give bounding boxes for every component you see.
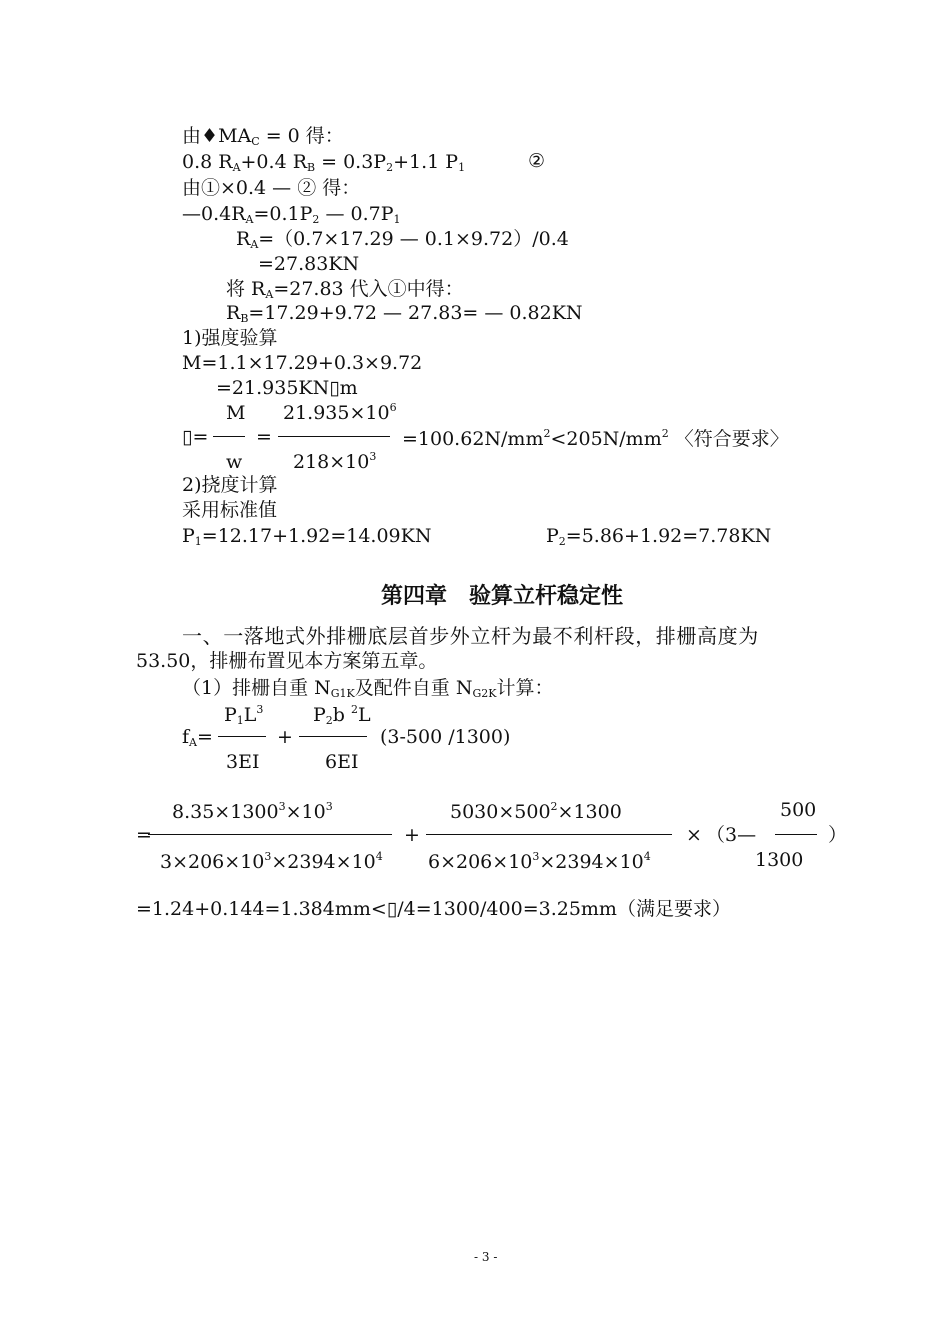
moment-line-2: 0.8 $R_A+0.4$ $R_B = 0.3P_2+1.1$ $P_1$ — [182, 151, 466, 174]
deflection-subtitle: 采用标准值 — [182, 499, 278, 521]
fraction-bar — [775, 834, 817, 835]
strength-moment-line: M=1.1×17.29+0.3×9.72 — [182, 352, 423, 374]
final-result: =1.24+0.144=1.384mm<▯/4=1300/400=3.25mm（满足要求） — [136, 898, 731, 920]
stress-lhs: ▯= — [182, 426, 209, 448]
stress-numerator-value: $21.935\times 10^6$ — [283, 401, 397, 424]
moment-line-1: 由$♦MA_C = 0$ 得： — [182, 125, 344, 148]
fraction-bar — [213, 436, 245, 437]
fa-numerator-2: $P_2b$ $^2$L — [313, 703, 371, 727]
deflection-p1: $P_1=12.17+1.92=14.09KN$ — [182, 525, 432, 548]
fa-plus: + — [277, 726, 293, 748]
fraction-bar — [299, 736, 367, 737]
deflection-title: 2)挠度计算 — [182, 474, 278, 496]
stress-equals: = — [256, 426, 272, 448]
num-plus: + — [404, 824, 420, 846]
chapter-item-1: （1）排栅自重 $N_{G1K}$及配件自重 $N_{G2K}$计算： — [182, 677, 554, 700]
num-paren-open: （3— — [706, 824, 757, 846]
num-numerator-1: $8.35\times 1300^3\times 10^3$ — [172, 800, 333, 823]
moment-line-5: $R_A=(0.7\times 17.29$ — 0.1×9.72）/0.4 — [236, 228, 569, 251]
moment-line-6: =27.83KN — [258, 253, 360, 275]
strength-title: 1)强度验算 — [182, 327, 278, 349]
fraction-bar — [426, 834, 672, 835]
stress-numerator-m: M — [226, 402, 246, 424]
fa-denominator-1: 3EI — [226, 751, 260, 773]
drop-icon: ♦ — [201, 125, 219, 147]
num-times: × — [686, 824, 702, 846]
strength-moment-result: =21.935KN▯m — [216, 377, 358, 399]
fa-tail: (3-500 /1300) — [380, 726, 511, 748]
num-numerator-3: 500 — [780, 799, 817, 821]
stress-denominator-w: w — [226, 451, 243, 473]
stress-denominator-value: $218\times 10^3$ — [293, 450, 377, 473]
fa-denominator-2: 6EI — [325, 751, 359, 773]
chapter-heading: 第四章 验算立杆稳定性 — [381, 584, 624, 609]
moment-line-8: $R_B=17.29+9.72$ — 27.83= — 0.82KN — [226, 302, 583, 325]
fa-lhs: $f_A=$ — [182, 726, 213, 749]
num-numerator-2: $5030\times 500^2\times 1300$ — [450, 800, 622, 823]
page-number: - 3 - — [474, 1250, 498, 1264]
chapter-paragraph-line-2: 53.50，排栅布置见本方案第五章。 — [136, 650, 438, 672]
fa-numerator-1: $P_1L^3$ — [224, 703, 264, 727]
num-paren-close: ） — [828, 824, 848, 846]
equation-number-2: ② — [528, 150, 546, 172]
fraction-bar — [278, 436, 390, 437]
fraction-bar — [218, 736, 266, 737]
num-denominator-2: $6\times 206\times 10^3\times 2394\times 10^4$ — [428, 850, 651, 873]
moment-line-7: 将 $R_A=27.83$ 代入①中得： — [226, 278, 464, 301]
num-denominator-3: 1300 — [755, 849, 804, 871]
deflection-p2: $P_2=5.86+1.92=7.78KN$ — [546, 525, 772, 548]
fraction-bar — [148, 834, 392, 835]
num-equals: = — [136, 824, 152, 846]
num-denominator-1: $3\times 206\times 10^3\times 2394\times 10^4$ — [160, 850, 383, 873]
stress-result: $=100.62N/mm^2<205N/mm^2$ 〈符合要求〉 — [402, 427, 789, 450]
chapter-paragraph-line-1: 一、一落地式外排栅底层首步外立杆为最不利杆段，排栅高度为 — [182, 624, 759, 648]
moment-line-3: 由①×0.4 — ② 得： — [182, 177, 361, 199]
moment-line-4: $—0.4R_A=0.1P_2$ — $0.7P_1$ — [182, 203, 401, 226]
